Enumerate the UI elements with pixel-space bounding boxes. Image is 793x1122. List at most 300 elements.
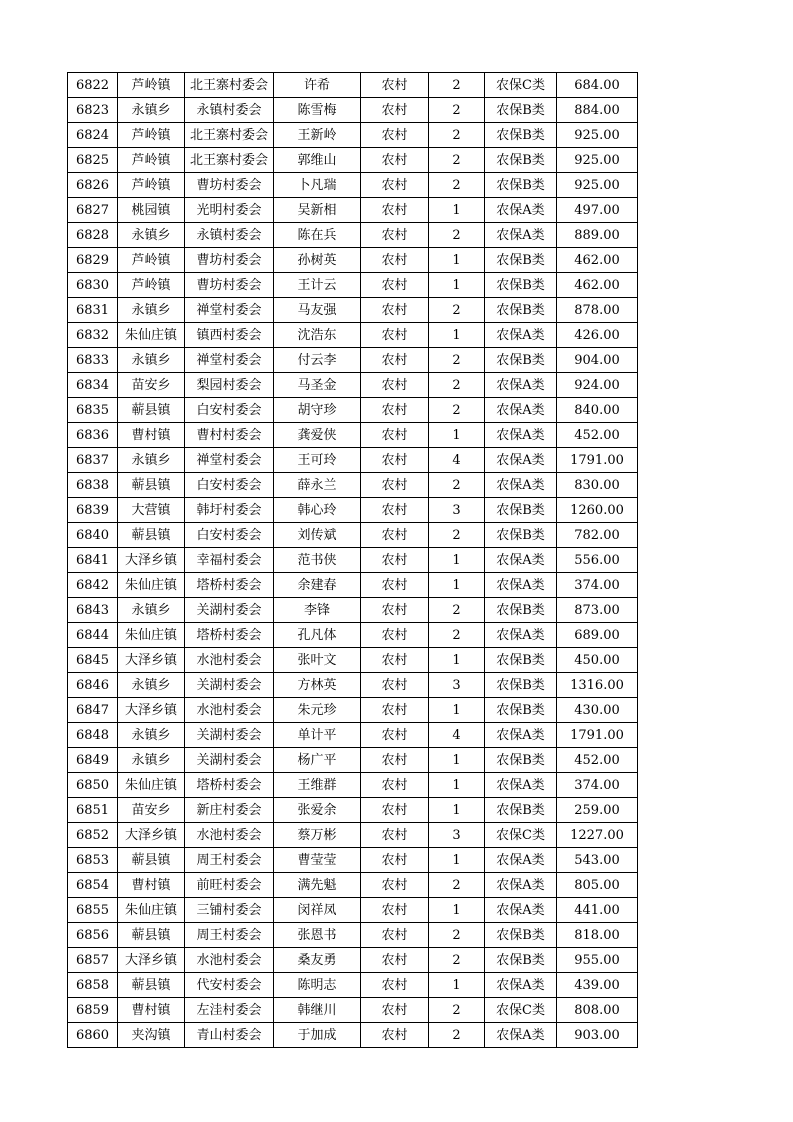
person-name-cell: 孙树英 xyxy=(274,248,361,273)
amount-cell: 884.00 xyxy=(557,98,638,123)
insurance-category-cell: 农保B类 xyxy=(485,598,557,623)
record-number-cell: 6844 xyxy=(68,623,118,648)
insurance-category-cell: 农保B类 xyxy=(485,798,557,823)
insurance-category-cell: 农保B类 xyxy=(485,498,557,523)
person-name-cell: 满先魁 xyxy=(274,873,361,898)
member-count-cell: 1 xyxy=(429,798,485,823)
household-type-cell: 农村 xyxy=(361,198,429,223)
person-name-cell: 于加成 xyxy=(274,1023,361,1048)
member-count-cell: 2 xyxy=(429,948,485,973)
member-count-cell: 3 xyxy=(429,498,485,523)
member-count-cell: 1 xyxy=(429,323,485,348)
table-row xyxy=(68,273,638,298)
person-name-cell: 王新岭 xyxy=(274,123,361,148)
table-row xyxy=(68,173,638,198)
insurance-category-cell: 农保A类 xyxy=(485,423,557,448)
person-name-cell: 卜凡瑞 xyxy=(274,173,361,198)
record-number-cell: 6848 xyxy=(68,723,118,748)
person-name-cell: 陈雪梅 xyxy=(274,98,361,123)
household-type-cell: 农村 xyxy=(361,598,429,623)
table-row xyxy=(68,598,638,623)
table-row xyxy=(68,548,638,573)
village-committee-cell: 塔桥村委会 xyxy=(185,773,274,798)
amount-cell: 1316.00 xyxy=(557,673,638,698)
town-cell: 蕲县镇 xyxy=(118,973,185,998)
person-name-cell: 王计云 xyxy=(274,273,361,298)
village-committee-cell: 禅堂村委会 xyxy=(185,348,274,373)
village-committee-cell: 光明村委会 xyxy=(185,198,274,223)
village-committee-cell: 曹坊村委会 xyxy=(185,173,274,198)
household-type-cell: 农村 xyxy=(361,473,429,498)
record-number-cell: 6841 xyxy=(68,548,118,573)
table-row xyxy=(68,848,638,873)
record-number-cell: 6854 xyxy=(68,873,118,898)
person-name-cell: 刘传斌 xyxy=(274,523,361,548)
village-committee-cell: 关湖村委会 xyxy=(185,723,274,748)
table-row xyxy=(68,823,638,848)
town-cell: 朱仙庄镇 xyxy=(118,323,185,348)
amount-cell: 259.00 xyxy=(557,798,638,823)
town-cell: 夹沟镇 xyxy=(118,1023,185,1048)
town-cell: 曹村镇 xyxy=(118,423,185,448)
household-type-cell: 农村 xyxy=(361,823,429,848)
town-cell: 永镇乡 xyxy=(118,298,185,323)
household-type-cell: 农村 xyxy=(361,548,429,573)
member-count-cell: 1 xyxy=(429,198,485,223)
insurance-category-cell: 农保A类 xyxy=(485,873,557,898)
household-type-cell: 农村 xyxy=(361,723,429,748)
member-count-cell: 1 xyxy=(429,548,485,573)
town-cell: 大营镇 xyxy=(118,498,185,523)
table-row xyxy=(68,98,638,123)
table-row xyxy=(68,298,638,323)
insurance-category-cell: 农保B类 xyxy=(485,248,557,273)
town-cell: 芦岭镇 xyxy=(118,273,185,298)
town-cell: 桃园镇 xyxy=(118,198,185,223)
roster-table-body xyxy=(68,73,638,1048)
table-row xyxy=(68,1023,638,1048)
amount-cell: 1260.00 xyxy=(557,498,638,523)
member-count-cell: 2 xyxy=(429,1023,485,1048)
amount-cell: 689.00 xyxy=(557,623,638,648)
record-number-cell: 6833 xyxy=(68,348,118,373)
amount-cell: 818.00 xyxy=(557,923,638,948)
household-type-cell: 农村 xyxy=(361,373,429,398)
household-type-cell: 农村 xyxy=(361,523,429,548)
village-committee-cell: 北王寨村委会 xyxy=(185,148,274,173)
record-number-cell: 6860 xyxy=(68,1023,118,1048)
insurance-category-cell: 农保A类 xyxy=(485,548,557,573)
household-type-cell: 农村 xyxy=(361,748,429,773)
record-number-cell: 6859 xyxy=(68,998,118,1023)
town-cell: 芦岭镇 xyxy=(118,248,185,273)
table-row xyxy=(68,73,638,98)
member-count-cell: 2 xyxy=(429,173,485,198)
member-count-cell: 1 xyxy=(429,248,485,273)
person-name-cell: 许希 xyxy=(274,73,361,98)
member-count-cell: 2 xyxy=(429,223,485,248)
amount-cell: 462.00 xyxy=(557,248,638,273)
household-type-cell: 农村 xyxy=(361,298,429,323)
person-name-cell: 薛永兰 xyxy=(274,473,361,498)
member-count-cell: 2 xyxy=(429,298,485,323)
town-cell: 芦岭镇 xyxy=(118,173,185,198)
village-committee-cell: 前旺村委会 xyxy=(185,873,274,898)
table-row xyxy=(68,948,638,973)
record-number-cell: 6849 xyxy=(68,748,118,773)
household-type-cell: 农村 xyxy=(361,223,429,248)
village-committee-cell: 青山村委会 xyxy=(185,1023,274,1048)
table-row xyxy=(68,573,638,598)
insurance-category-cell: 农保C类 xyxy=(485,998,557,1023)
member-count-cell: 1 xyxy=(429,698,485,723)
member-count-cell: 3 xyxy=(429,673,485,698)
household-type-cell: 农村 xyxy=(361,798,429,823)
member-count-cell: 1 xyxy=(429,573,485,598)
town-cell: 苗安乡 xyxy=(118,798,185,823)
household-type-cell: 农村 xyxy=(361,498,429,523)
person-name-cell: 陈明志 xyxy=(274,973,361,998)
insurance-category-cell: 农保A类 xyxy=(485,323,557,348)
insurance-category-cell: 农保B类 xyxy=(485,923,557,948)
member-count-cell: 2 xyxy=(429,998,485,1023)
town-cell: 大泽乡镇 xyxy=(118,548,185,573)
town-cell: 曹村镇 xyxy=(118,873,185,898)
insurance-category-cell: 农保A类 xyxy=(485,373,557,398)
table-row xyxy=(68,998,638,1023)
household-type-cell: 农村 xyxy=(361,148,429,173)
insurance-category-cell: 农保A类 xyxy=(485,473,557,498)
amount-cell: 904.00 xyxy=(557,348,638,373)
table-row xyxy=(68,923,638,948)
record-number-cell: 6843 xyxy=(68,598,118,623)
amount-cell: 374.00 xyxy=(557,573,638,598)
table-row xyxy=(68,798,638,823)
table-row xyxy=(68,373,638,398)
household-type-cell: 农村 xyxy=(361,173,429,198)
amount-cell: 873.00 xyxy=(557,598,638,623)
village-committee-cell: 白安村委会 xyxy=(185,523,274,548)
member-count-cell: 3 xyxy=(429,823,485,848)
record-number-cell: 6851 xyxy=(68,798,118,823)
record-number-cell: 6842 xyxy=(68,573,118,598)
village-committee-cell: 曹坊村委会 xyxy=(185,273,274,298)
village-committee-cell: 新庄村委会 xyxy=(185,798,274,823)
household-type-cell: 农村 xyxy=(361,623,429,648)
insurance-category-cell: 农保B类 xyxy=(485,748,557,773)
record-number-cell: 6845 xyxy=(68,648,118,673)
person-name-cell: 张爱余 xyxy=(274,798,361,823)
insurance-category-cell: 农保B类 xyxy=(485,273,557,298)
amount-cell: 497.00 xyxy=(557,198,638,223)
member-count-cell: 1 xyxy=(429,773,485,798)
insurance-category-cell: 农保A类 xyxy=(485,973,557,998)
table-row xyxy=(68,248,638,273)
town-cell: 蕲县镇 xyxy=(118,473,185,498)
record-number-cell: 6838 xyxy=(68,473,118,498)
table-row xyxy=(68,698,638,723)
insurance-category-cell: 农保B类 xyxy=(485,523,557,548)
record-number-cell: 6835 xyxy=(68,398,118,423)
village-committee-cell: 北王寨村委会 xyxy=(185,73,274,98)
person-name-cell: 胡守珍 xyxy=(274,398,361,423)
amount-cell: 430.00 xyxy=(557,698,638,723)
amount-cell: 924.00 xyxy=(557,373,638,398)
record-number-cell: 6832 xyxy=(68,323,118,348)
village-committee-cell: 水池村委会 xyxy=(185,698,274,723)
amount-cell: 808.00 xyxy=(557,998,638,1023)
table-row xyxy=(68,648,638,673)
insurance-category-cell: 农保C类 xyxy=(485,73,557,98)
person-name-cell: 余建春 xyxy=(274,573,361,598)
person-name-cell: 张恩书 xyxy=(274,923,361,948)
table-row xyxy=(68,673,638,698)
insurance-category-cell: 农保A类 xyxy=(485,448,557,473)
village-committee-cell: 水池村委会 xyxy=(185,823,274,848)
insurance-category-cell: 农保B类 xyxy=(485,673,557,698)
person-name-cell: 闵祥凤 xyxy=(274,898,361,923)
town-cell: 永镇乡 xyxy=(118,723,185,748)
amount-cell: 925.00 xyxy=(557,173,638,198)
person-name-cell: 张叶文 xyxy=(274,648,361,673)
town-cell: 朱仙庄镇 xyxy=(118,773,185,798)
record-number-cell: 6828 xyxy=(68,223,118,248)
village-committee-cell: 水池村委会 xyxy=(185,648,274,673)
person-name-cell: 蔡万彬 xyxy=(274,823,361,848)
person-name-cell: 沈浩东 xyxy=(274,323,361,348)
town-cell: 蕲县镇 xyxy=(118,523,185,548)
town-cell: 芦岭镇 xyxy=(118,73,185,98)
member-count-cell: 2 xyxy=(429,348,485,373)
table-row xyxy=(68,723,638,748)
town-cell: 大泽乡镇 xyxy=(118,698,185,723)
record-number-cell: 6852 xyxy=(68,823,118,848)
member-count-cell: 1 xyxy=(429,973,485,998)
village-committee-cell: 曹村村委会 xyxy=(185,423,274,448)
table-row xyxy=(68,423,638,448)
village-committee-cell: 永镇村委会 xyxy=(185,98,274,123)
member-count-cell: 1 xyxy=(429,848,485,873)
town-cell: 朱仙庄镇 xyxy=(118,573,185,598)
insurance-category-cell: 农保A类 xyxy=(485,1023,557,1048)
amount-cell: 955.00 xyxy=(557,948,638,973)
household-type-cell: 农村 xyxy=(361,98,429,123)
table-row xyxy=(68,523,638,548)
member-count-cell: 1 xyxy=(429,423,485,448)
town-cell: 永镇乡 xyxy=(118,98,185,123)
household-type-cell: 农村 xyxy=(361,873,429,898)
record-number-cell: 6830 xyxy=(68,273,118,298)
amount-cell: 543.00 xyxy=(557,848,638,873)
insurance-category-cell: 农保A类 xyxy=(485,898,557,923)
table-row xyxy=(68,623,638,648)
town-cell: 大泽乡镇 xyxy=(118,823,185,848)
table-row xyxy=(68,323,638,348)
amount-cell: 450.00 xyxy=(557,648,638,673)
person-name-cell: 杨广平 xyxy=(274,748,361,773)
person-name-cell: 范书侠 xyxy=(274,548,361,573)
insurance-category-cell: 农保A类 xyxy=(485,198,557,223)
member-count-cell: 1 xyxy=(429,648,485,673)
person-name-cell: 韩继川 xyxy=(274,998,361,1023)
person-name-cell: 孔凡体 xyxy=(274,623,361,648)
household-type-cell: 农村 xyxy=(361,998,429,1023)
table-row xyxy=(68,773,638,798)
table-row xyxy=(68,148,638,173)
amount-cell: 1791.00 xyxy=(557,448,638,473)
table-row xyxy=(68,448,638,473)
record-number-cell: 6840 xyxy=(68,523,118,548)
household-type-cell: 农村 xyxy=(361,948,429,973)
town-cell: 永镇乡 xyxy=(118,598,185,623)
person-name-cell: 吴新相 xyxy=(274,198,361,223)
member-count-cell: 2 xyxy=(429,873,485,898)
household-type-cell: 农村 xyxy=(361,1023,429,1048)
village-committee-cell: 白安村委会 xyxy=(185,473,274,498)
household-type-cell: 农村 xyxy=(361,273,429,298)
household-type-cell: 农村 xyxy=(361,123,429,148)
record-number-cell: 6856 xyxy=(68,923,118,948)
insurance-category-cell: 农保B类 xyxy=(485,123,557,148)
amount-cell: 903.00 xyxy=(557,1023,638,1048)
table-row xyxy=(68,898,638,923)
person-name-cell: 方林英 xyxy=(274,673,361,698)
person-name-cell: 马圣金 xyxy=(274,373,361,398)
insurance-category-cell: 农保B类 xyxy=(485,948,557,973)
person-name-cell: 马友强 xyxy=(274,298,361,323)
table-row xyxy=(68,473,638,498)
member-count-cell: 2 xyxy=(429,373,485,398)
member-count-cell: 2 xyxy=(429,123,485,148)
household-type-cell: 农村 xyxy=(361,73,429,98)
amount-cell: 805.00 xyxy=(557,873,638,898)
town-cell: 永镇乡 xyxy=(118,748,185,773)
record-number-cell: 6847 xyxy=(68,698,118,723)
person-name-cell: 龚爱侠 xyxy=(274,423,361,448)
town-cell: 曹村镇 xyxy=(118,998,185,1023)
household-type-cell: 农村 xyxy=(361,448,429,473)
member-count-cell: 2 xyxy=(429,73,485,98)
table-row xyxy=(68,748,638,773)
record-number-cell: 6850 xyxy=(68,773,118,798)
amount-cell: 830.00 xyxy=(557,473,638,498)
household-type-cell: 农村 xyxy=(361,248,429,273)
village-committee-cell: 关湖村委会 xyxy=(185,598,274,623)
amount-cell: 1227.00 xyxy=(557,823,638,848)
record-number-cell: 6837 xyxy=(68,448,118,473)
amount-cell: 782.00 xyxy=(557,523,638,548)
town-cell: 蕲县镇 xyxy=(118,923,185,948)
amount-cell: 1791.00 xyxy=(557,723,638,748)
village-committee-cell: 塔桥村委会 xyxy=(185,623,274,648)
insurance-category-cell: 农保A类 xyxy=(485,623,557,648)
village-committee-cell: 左洼村委会 xyxy=(185,998,274,1023)
record-number-cell: 6825 xyxy=(68,148,118,173)
village-committee-cell: 周王村委会 xyxy=(185,923,274,948)
amount-cell: 441.00 xyxy=(557,898,638,923)
village-committee-cell: 周王村委会 xyxy=(185,848,274,873)
table-row xyxy=(68,498,638,523)
table-row xyxy=(68,223,638,248)
household-type-cell: 农村 xyxy=(361,673,429,698)
amount-cell: 925.00 xyxy=(557,123,638,148)
village-committee-cell: 白安村委会 xyxy=(185,398,274,423)
household-type-cell: 农村 xyxy=(361,323,429,348)
village-committee-cell: 代安村委会 xyxy=(185,973,274,998)
insurance-category-cell: 农保A类 xyxy=(485,723,557,748)
village-committee-cell: 塔桥村委会 xyxy=(185,573,274,598)
record-number-cell: 6826 xyxy=(68,173,118,198)
amount-cell: 878.00 xyxy=(557,298,638,323)
table-row xyxy=(68,123,638,148)
town-cell: 大泽乡镇 xyxy=(118,948,185,973)
person-name-cell: 单计平 xyxy=(274,723,361,748)
town-cell: 朱仙庄镇 xyxy=(118,623,185,648)
record-number-cell: 6836 xyxy=(68,423,118,448)
insurance-category-cell: 农保B类 xyxy=(485,348,557,373)
record-number-cell: 6822 xyxy=(68,73,118,98)
village-committee-cell: 镇西村委会 xyxy=(185,323,274,348)
insurance-category-cell: 农保B类 xyxy=(485,148,557,173)
record-number-cell: 6839 xyxy=(68,498,118,523)
insurance-category-cell: 农保C类 xyxy=(485,823,557,848)
person-name-cell: 韩心玲 xyxy=(274,498,361,523)
village-committee-cell: 关湖村委会 xyxy=(185,673,274,698)
record-number-cell: 6853 xyxy=(68,848,118,873)
insurance-category-cell: 农保A类 xyxy=(485,848,557,873)
village-committee-cell: 三铺村委会 xyxy=(185,898,274,923)
town-cell: 蕲县镇 xyxy=(118,848,185,873)
insurance-category-cell: 农保A类 xyxy=(485,773,557,798)
member-count-cell: 2 xyxy=(429,98,485,123)
town-cell: 苗安乡 xyxy=(118,373,185,398)
record-number-cell: 6823 xyxy=(68,98,118,123)
roster-table xyxy=(67,72,638,1048)
amount-cell: 426.00 xyxy=(557,323,638,348)
table-row xyxy=(68,398,638,423)
member-count-cell: 1 xyxy=(429,748,485,773)
amount-cell: 374.00 xyxy=(557,773,638,798)
village-committee-cell: 曹坊村委会 xyxy=(185,248,274,273)
table-row xyxy=(68,198,638,223)
person-name-cell: 陈在兵 xyxy=(274,223,361,248)
record-number-cell: 6857 xyxy=(68,948,118,973)
village-committee-cell: 水池村委会 xyxy=(185,948,274,973)
insurance-category-cell: 农保B类 xyxy=(485,698,557,723)
record-number-cell: 6829 xyxy=(68,248,118,273)
member-count-cell: 2 xyxy=(429,473,485,498)
amount-cell: 452.00 xyxy=(557,748,638,773)
member-count-cell: 2 xyxy=(429,523,485,548)
person-name-cell: 付云李 xyxy=(274,348,361,373)
village-committee-cell: 韩圩村委会 xyxy=(185,498,274,523)
amount-cell: 684.00 xyxy=(557,73,638,98)
amount-cell: 556.00 xyxy=(557,548,638,573)
village-committee-cell: 禅堂村委会 xyxy=(185,298,274,323)
household-type-cell: 农村 xyxy=(361,973,429,998)
member-count-cell: 4 xyxy=(429,448,485,473)
record-number-cell: 6824 xyxy=(68,123,118,148)
town-cell: 永镇乡 xyxy=(118,348,185,373)
amount-cell: 889.00 xyxy=(557,223,638,248)
member-count-cell: 4 xyxy=(429,723,485,748)
member-count-cell: 2 xyxy=(429,148,485,173)
village-committee-cell: 幸福村委会 xyxy=(185,548,274,573)
insurance-category-cell: 农保B类 xyxy=(485,98,557,123)
member-count-cell: 1 xyxy=(429,898,485,923)
person-name-cell: 桑友勇 xyxy=(274,948,361,973)
record-number-cell: 6858 xyxy=(68,973,118,998)
